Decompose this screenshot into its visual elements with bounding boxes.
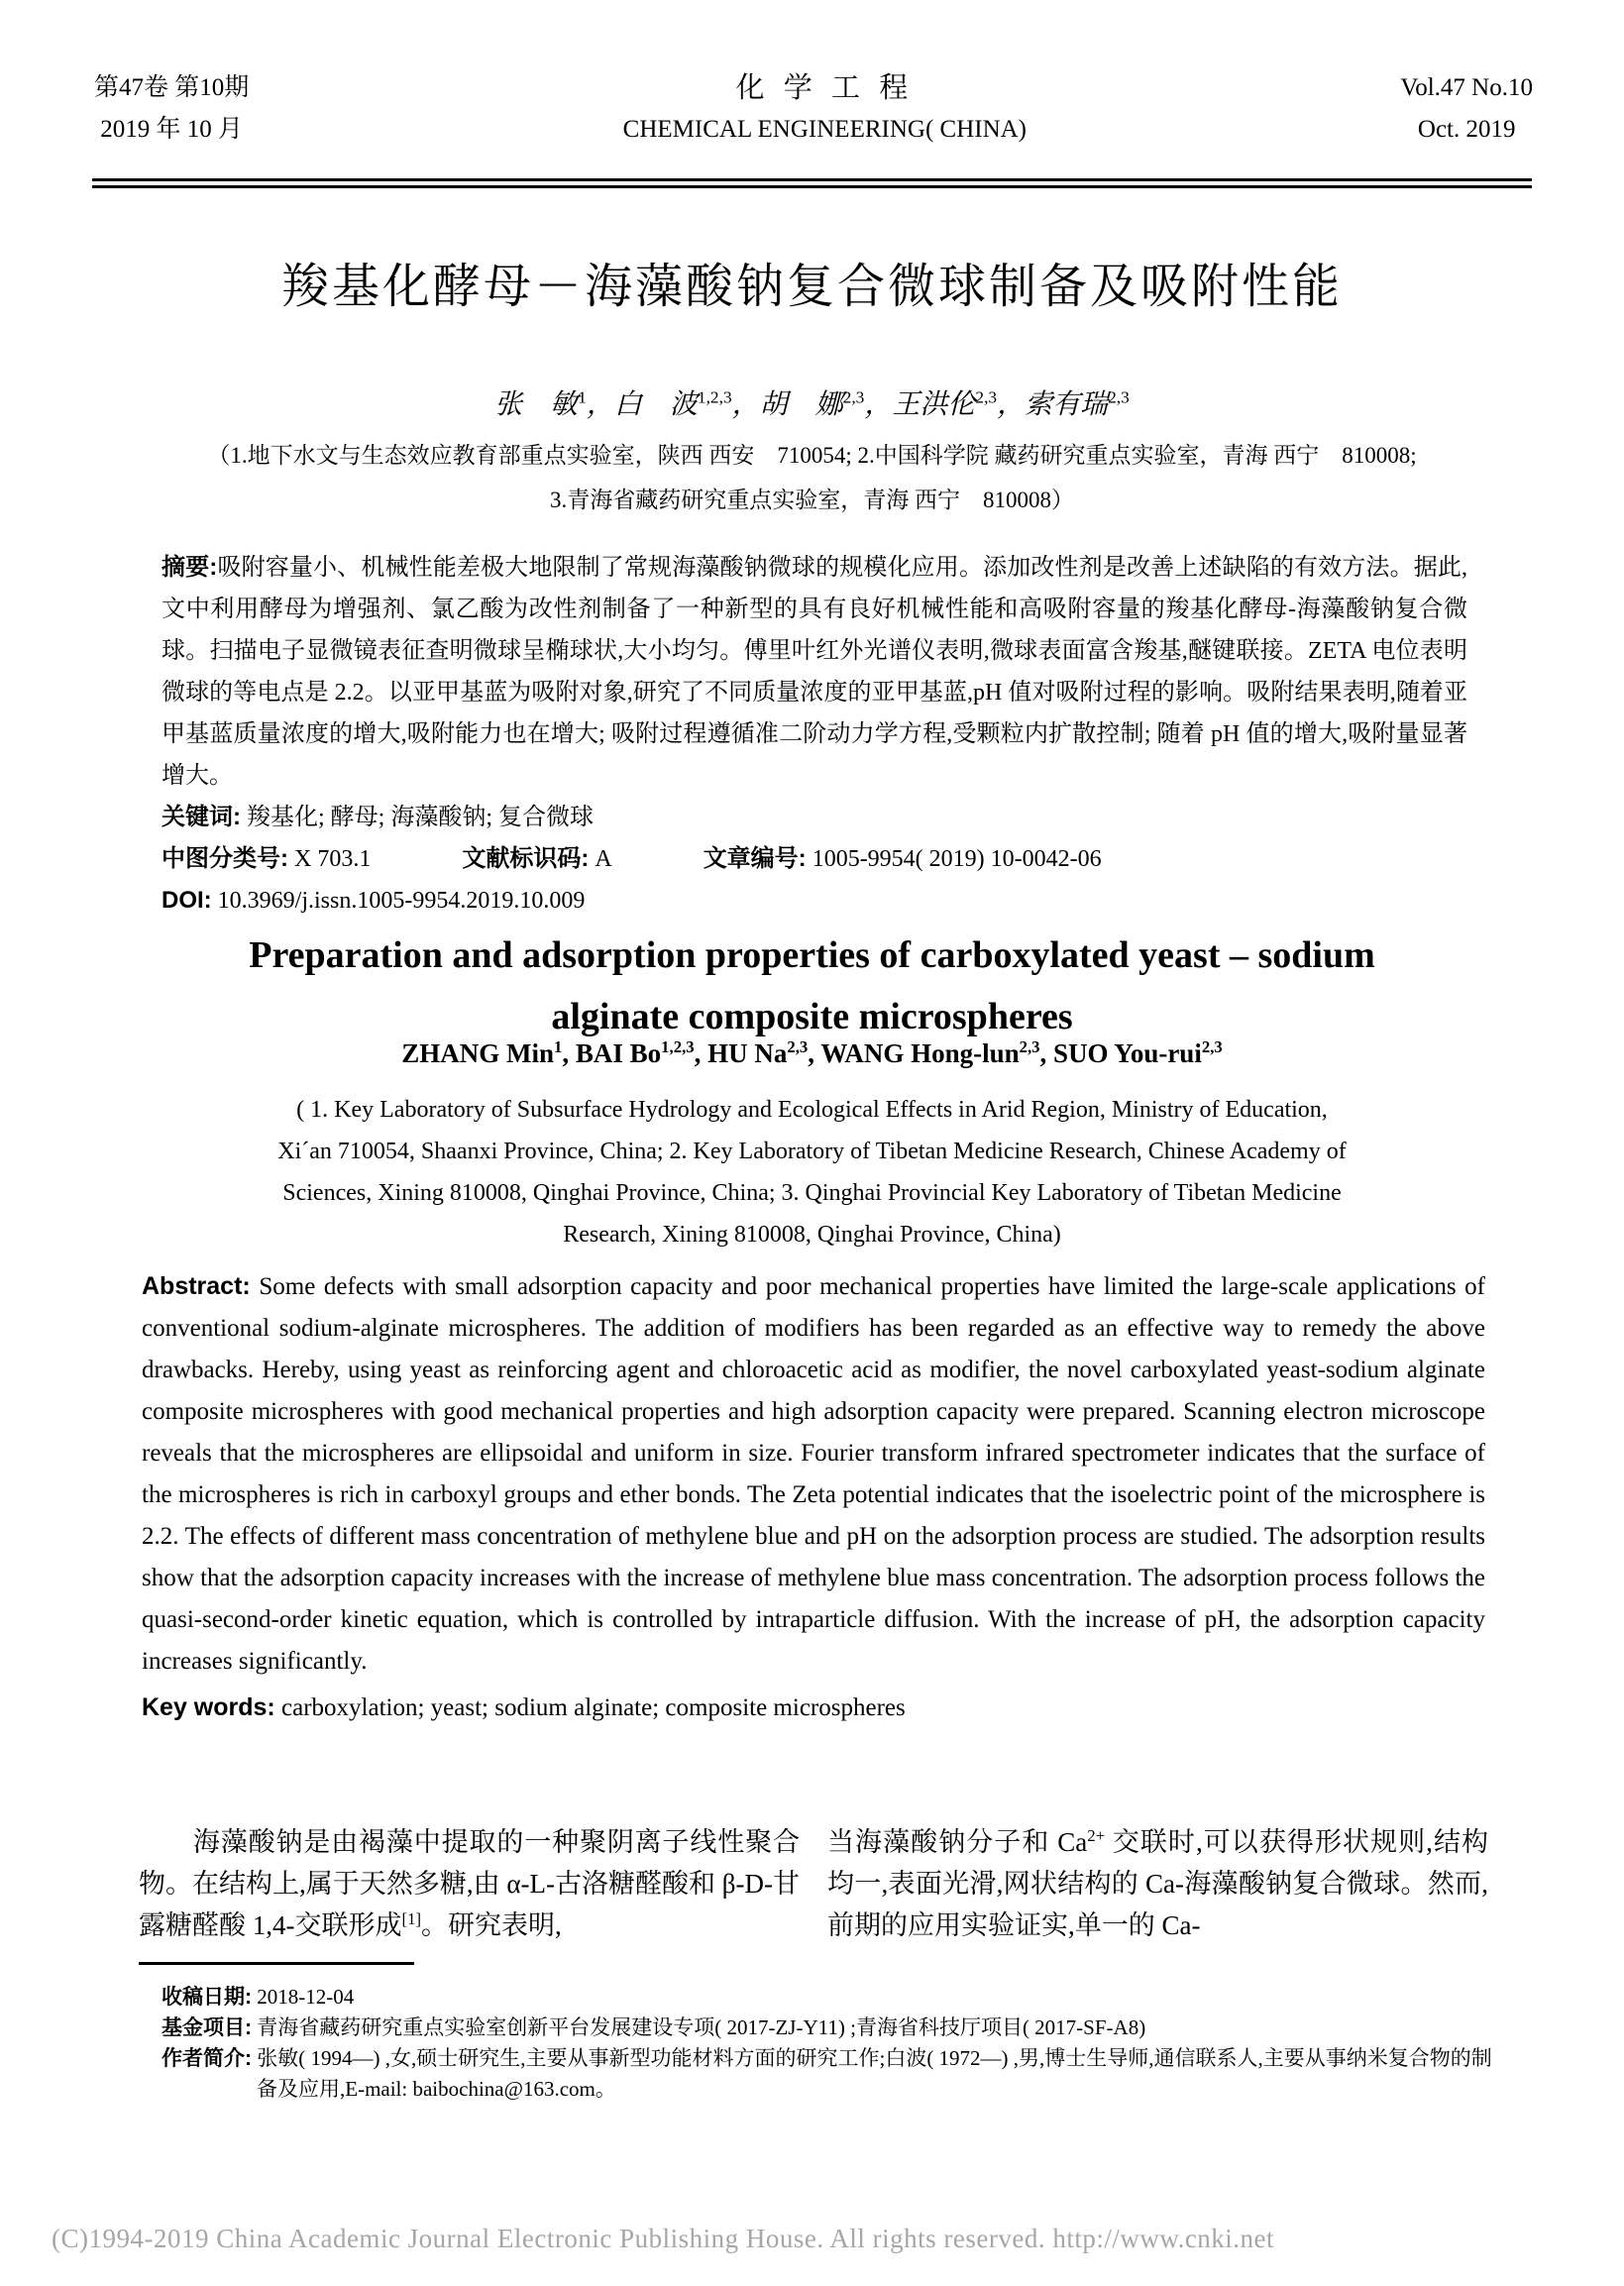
author-sep: ， bbox=[731, 389, 760, 420]
body-column-right bbox=[827, 1821, 1488, 1946]
author-cn bbox=[614, 389, 760, 420]
author-name: 白 波 bbox=[613, 389, 698, 420]
author-name: HU Na bbox=[707, 1038, 788, 1068]
article-title-en bbox=[0, 925, 1624, 1047]
author-cn bbox=[760, 389, 893, 420]
keywords-cn-text: 羧基化; 酵母; 海藻酸钠; 复合微球 bbox=[247, 805, 595, 830]
funding-label: 基金项目: bbox=[162, 2016, 252, 2039]
affiliation-cn-line: 3.青海省藏药研究重点实验室，青海 西宁 810008） bbox=[550, 488, 1074, 512]
author-cn bbox=[494, 389, 614, 420]
funding-value: 青海省藏药研究重点实验室创新平台发展建设专项( 2017-ZJ-Y11) ;青海省科技厅项目( 2017-SF-A8) bbox=[257, 2015, 1146, 2039]
affiliation-cn-line: （1.地下水文与生态效应教育部重点实验室，陕西 西安 710054; 2.中国科学院 藏药研究重点实验室，青海 西宁 810008; bbox=[207, 443, 1417, 468]
clc-value: X 703.1 bbox=[294, 846, 372, 872]
author-sep: , bbox=[808, 1038, 821, 1068]
abstract-en-text: Some defects with small adsorption capacity and poor mechanical properties have limited the large-scale applications of conventional sodium-alginate microspheres. The addition of modifiers has been regarded as an effective way to remedy the above drawbacks. Hereby, using yeast as reinforcing agent and chloroacetic acid as modifier, the novel carboxylated yeast-sodium alginate composite microspheres with good mechanical properties and high adsorption capacity were prepared. Scanning electron microscope reveals that the microspheres are ellipsoidal and uniform in size. Fourier transform infrared spectrometer indicates that the surface of the microspheres is rich in carboxyl groups and ether bonds. The Zeta potential indicates that the isoelectric point of the microsphere is 2.2. The effects of different mass concentration of methylene blue and pH on the adsorption process are studied. The adsorption results show that the adsorption capacity increases with the increase of methylene blue mass concentration. The adsorption process follows the quasi-second-order kinetic equation, which is controlled by intraparticle diffusion. With the increase of pH, the adsorption capacity increases significantly. bbox=[142, 1273, 1485, 1675]
author-en bbox=[820, 1038, 1053, 1068]
author-affil-sup: 2,3 bbox=[1201, 1037, 1223, 1056]
affiliations-en bbox=[0, 1089, 1624, 1255]
articleno-value: 1005-9954( 2019) 10-0042-06 bbox=[812, 846, 1102, 872]
received-label: 收稿日期: bbox=[162, 1986, 252, 2009]
author-sep: , bbox=[562, 1038, 576, 1068]
author-en bbox=[401, 1038, 576, 1068]
author-sep: ， bbox=[997, 389, 1026, 420]
footnotes bbox=[162, 1982, 1494, 2105]
articleno-label: 文章编号: bbox=[703, 845, 807, 872]
author-bio-line bbox=[162, 2043, 1494, 2105]
affiliations-cn bbox=[0, 433, 1624, 522]
received-value: 2018-12-04 bbox=[257, 1985, 355, 2009]
keywords-cn-label: 关键词: bbox=[162, 804, 241, 830]
author-affil-sup: 2,3 bbox=[842, 387, 865, 407]
author-sep: , bbox=[694, 1038, 708, 1068]
author-name: 王洪伦 bbox=[892, 389, 976, 420]
journal-name-cn: 化 学 工 程 bbox=[735, 72, 915, 104]
affiliation-en-line: Sciences, Xining 810008, Qinghai Province, China; 3. Qinghai Provincial Key Laboratory of Tibetan Medicine bbox=[282, 1180, 1342, 1206]
english-abstract-block bbox=[142, 1265, 1485, 1729]
article-title-cn: 羧基化酵母－海藻酸钠复合微球制备及吸附性能 bbox=[280, 261, 1343, 313]
keywords-en bbox=[142, 1687, 1485, 1729]
doccode-label: 文献标识码: bbox=[462, 845, 590, 872]
authors-en bbox=[0, 1038, 1624, 1069]
author-name: 胡 娜 bbox=[759, 389, 843, 420]
author-affil-sup: 2,3 bbox=[1019, 1037, 1040, 1056]
author-affil-sup: 1,2,3 bbox=[697, 387, 732, 407]
page-header bbox=[94, 67, 1533, 151]
header-journal-block bbox=[623, 67, 1027, 151]
doccode-value: A bbox=[595, 846, 612, 872]
author-cn bbox=[1025, 389, 1130, 420]
author-affil-sup: 2,3 bbox=[975, 387, 998, 407]
copyright-notice: (C)1994-2019 China Academic Journal Electronic Publishing House. All rights reserved. http://www.cnki.net bbox=[52, 2224, 1275, 2253]
author-en bbox=[1053, 1038, 1223, 1068]
header-vol-en: Vol.47 No.10 bbox=[1400, 74, 1533, 101]
doi-value: 10.3969/j.issn.1005-9954.2019.10.009 bbox=[217, 888, 586, 914]
reference-marker: [1] bbox=[401, 1909, 422, 1928]
author-name: 索有瑞 bbox=[1025, 389, 1109, 420]
author-affil-sup: 1,2,3 bbox=[661, 1037, 695, 1056]
doi-row bbox=[162, 880, 1467, 922]
keywords-en-label: Key words: bbox=[142, 1693, 275, 1721]
received-date-line bbox=[162, 1982, 1494, 2013]
author-sep: ， bbox=[864, 389, 893, 420]
abstract-cn-text: 吸附容量小、机械性能差极大地限制了常规海藻酸钠微球的规模化应用。添加改性剂是改善上述缺陷的有效方法。据此,文中利用酵母为增强剂、氯乙酸为改性剂制备了一种新型的具有良好机械性能和高吸附容量的羧基化酵母-海藻酸钠复合微球。扫描电子显微镜表征查明微球呈椭球状,大小均匀。傅里叶红外光谱仪表明,微球表面富含羧基,醚键联接。ZETA 电位表明微球的等电点是 2.2。以亚甲基蓝为吸附对象,研究了不同质量浓度的亚甲基蓝,pH 值对吸附过程的影响。吸附结果表明,随着亚甲基蓝质量浓度的增大,吸附能力也在增大; 吸附过程遵循准二阶动力学方程,受颗粒内扩散控制; 随着 pH 值的增大,吸附量显著增大。 bbox=[162, 555, 1468, 789]
author-affil-sup: 2,3 bbox=[1108, 387, 1130, 407]
body-column-left bbox=[139, 1821, 800, 1946]
footnote-separator-rule bbox=[139, 1962, 414, 1965]
author-bio-value: 张敏( 1994—) ,女,硕士研究生,主要从事新型功能材料方面的研究工作;白波( 1972—) ,男,博士生导师,通信联系人,主要从事纳米复合物的制备及应用,E-mail: baibochina@163.com。 bbox=[257, 2046, 1492, 2101]
body-columns bbox=[139, 1821, 1488, 1946]
abstract-en-label: Abstract: bbox=[142, 1272, 251, 1300]
article-title-en-line2: alginate composite microspheres bbox=[551, 996, 1073, 1037]
author-name: ZHANG Min bbox=[401, 1038, 554, 1068]
affiliation-en-line: Research, Xining 810008, Qinghai Province, China) bbox=[563, 1222, 1061, 1248]
author-en bbox=[576, 1038, 707, 1068]
body-left-text: 。研究表明, bbox=[421, 1910, 562, 1940]
affiliation-en-line: ( 1. Key Laboratory of Subsurface Hydrology and Ecological Effects in Arid Region, Ministry of Education, bbox=[296, 1097, 1328, 1123]
ion-charge-sup: 2+ bbox=[1087, 1826, 1106, 1845]
body-right-text: 交联时,可以获得形状规则,结构均一,表面光滑,网状结构的 Ca-海藻酸钠复合微球。然而,前期的应用实验证实,单一的 Ca- bbox=[827, 1827, 1489, 1940]
author-sep: , bbox=[1039, 1038, 1054, 1068]
keywords-en-text: carboxylation; yeast; sodium alginate; composite microspheres bbox=[281, 1694, 906, 1721]
affiliation-en-line: Xi´an 710054, Shaanxi Province, China; 2. Key Laboratory of Tibetan Medicine Research, Chinese Academy of bbox=[277, 1139, 1347, 1164]
body-left-text: 海藻酸钠是由褐藻中提取的一种聚阴离子线性聚合物。在结构上,属于天然多糖,由 α-L-古洛糖醛酸和 β-D-甘露糖醛酸 1,4-交联形成 bbox=[139, 1827, 800, 1940]
abstract-cn bbox=[162, 547, 1467, 797]
author-name: 张 敏 bbox=[494, 389, 579, 420]
funding-line bbox=[162, 2013, 1494, 2043]
author-cn bbox=[892, 389, 1025, 420]
keywords-cn bbox=[162, 797, 1467, 838]
clc-label: 中图分类号: bbox=[162, 845, 288, 872]
authors-cn bbox=[0, 382, 1624, 422]
header-double-rule bbox=[92, 178, 1532, 188]
header-date-cn: 2019 年 10 月 bbox=[100, 116, 244, 143]
author-affil-sup: 1 bbox=[578, 387, 587, 407]
article-title-en-line1: Preparation and adsorption properties of carboxylated yeast – sodium bbox=[249, 934, 1375, 976]
classification-row bbox=[162, 838, 1467, 880]
abstract-en bbox=[142, 1265, 1485, 1683]
header-date-en: Oct. 2019 bbox=[1417, 116, 1516, 143]
chinese-abstract-block bbox=[162, 547, 1467, 922]
body-right-text: 当海藻酸钠分子和 Ca bbox=[827, 1827, 1088, 1857]
author-name: SUO You-rui bbox=[1053, 1038, 1202, 1068]
author-en bbox=[707, 1038, 820, 1068]
author-name: WANG Hong-lun bbox=[820, 1038, 1020, 1068]
header-volume-block bbox=[1400, 67, 1533, 151]
author-bio-label: 作者简介: bbox=[162, 2047, 252, 2070]
header-issue-cn: 第47卷 第10期 bbox=[94, 74, 250, 101]
abstract-cn-label: 摘要: bbox=[162, 554, 218, 581]
author-name: BAI Bo bbox=[575, 1038, 662, 1068]
author-sep: ， bbox=[586, 389, 614, 420]
author-affil-sup: 2,3 bbox=[787, 1037, 809, 1056]
author-affil-sup: 1 bbox=[554, 1037, 563, 1056]
header-issue-block bbox=[94, 67, 249, 151]
journal-name-en: CHEMICAL ENGINEERING( CHINA) bbox=[622, 116, 1028, 143]
doi-label: DOI: bbox=[162, 887, 212, 914]
